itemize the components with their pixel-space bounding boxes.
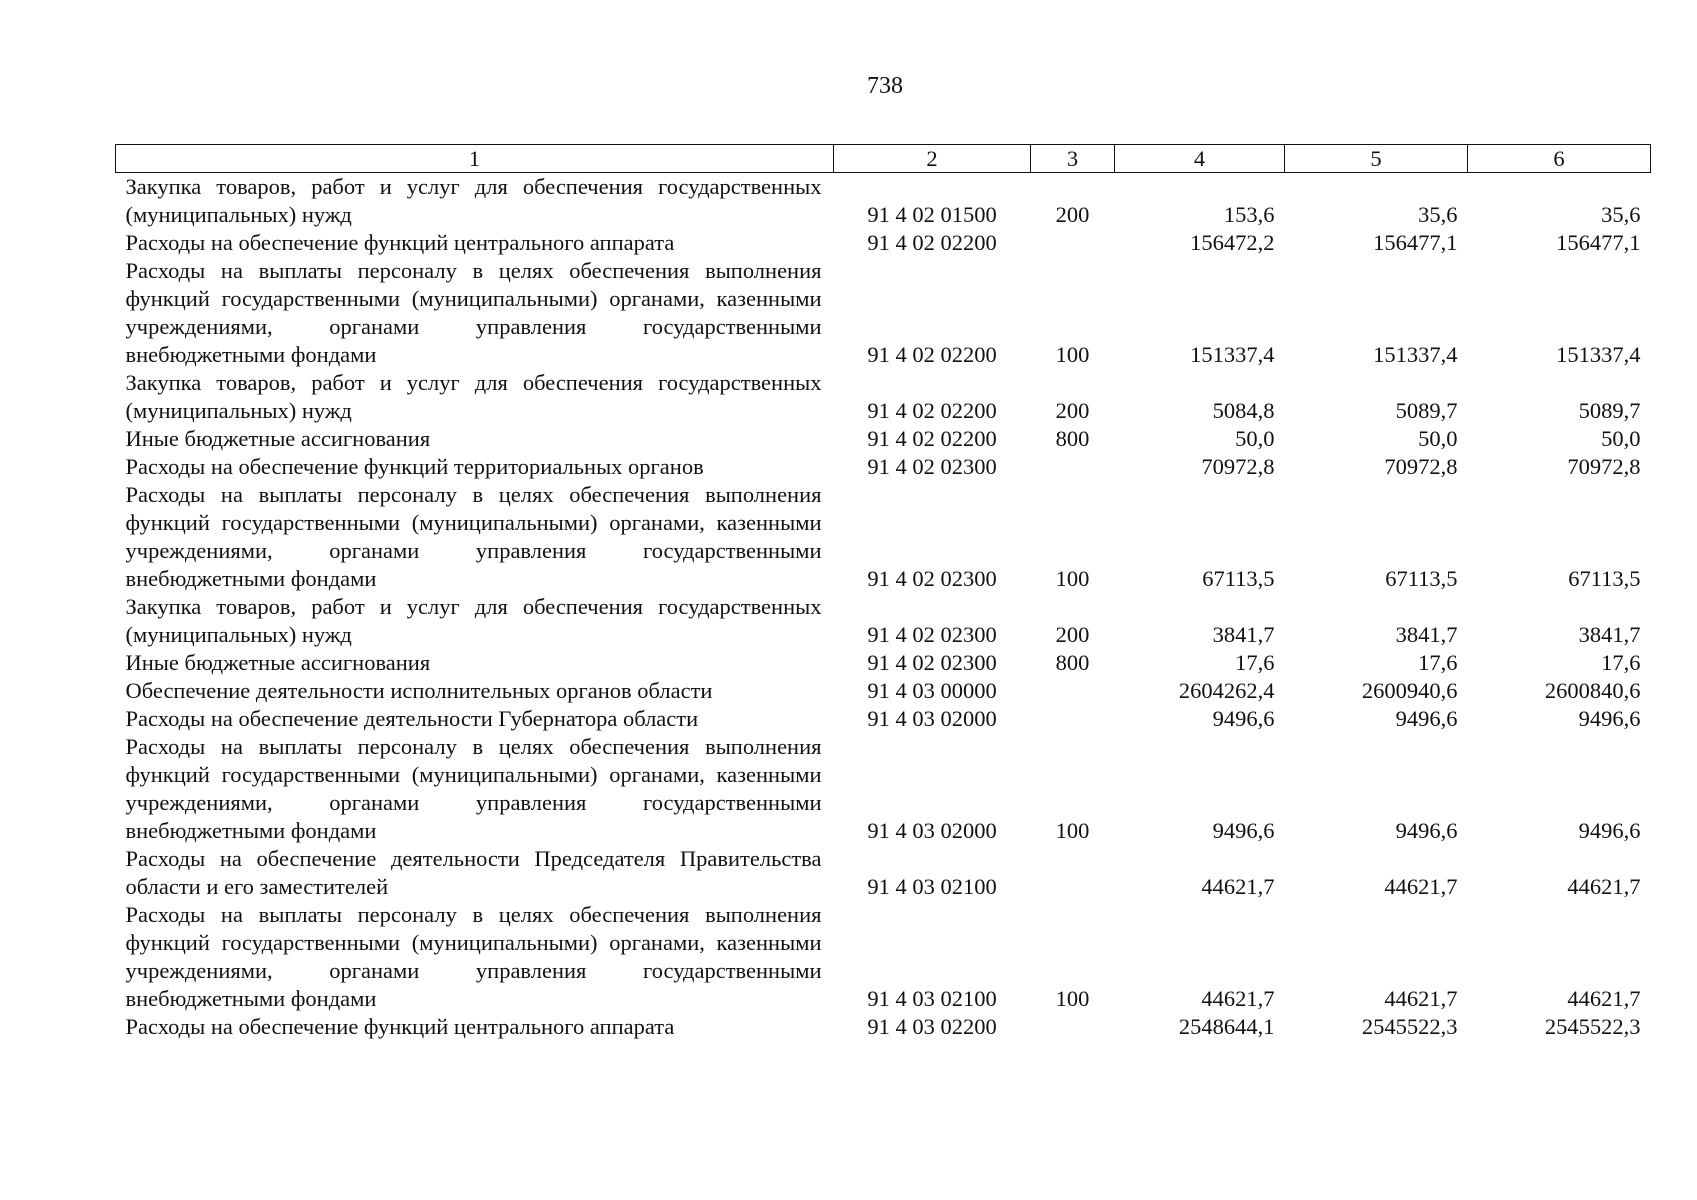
table-row xyxy=(116,901,1651,1013)
table-row xyxy=(116,677,1651,705)
row-expense-type: 800 xyxy=(1055,650,1090,675)
row-value-col4: 151337,4 xyxy=(1190,342,1275,367)
row-description: Расходы на обеспечение деятельности Губернатора области xyxy=(125,706,699,731)
row-value-col4: 156472,2 xyxy=(1190,230,1275,255)
row-value-col6: 44621,7 xyxy=(1567,986,1641,1011)
row-value-col5: 44621,7 xyxy=(1384,874,1458,899)
table-row xyxy=(116,229,1651,257)
row-expense-type: 800 xyxy=(1055,426,1090,451)
table-row xyxy=(116,733,1651,845)
row-value-col4: 2604262,4 xyxy=(1178,678,1275,703)
row-expense-type: 100 xyxy=(1055,342,1090,367)
row-expense-type xyxy=(1031,705,1115,733)
row-value-col4: 67113,5 xyxy=(1202,566,1275,591)
row-value-col6: 2545522,3 xyxy=(1544,1014,1641,1039)
row-value-col4: 50,0 xyxy=(1235,426,1275,451)
row-description: Иные бюджетные ассигнования xyxy=(125,426,431,451)
row-description: Закупка товаров, работ и услуг для обеспечения государственных (муниципальных) нужд xyxy=(125,174,822,227)
row-value-col4: 17,6 xyxy=(1235,650,1275,675)
row-code: 91 4 03 02000 xyxy=(867,818,997,843)
row-value-col6: 70972,8 xyxy=(1567,454,1641,479)
row-value-col6: 17,6 xyxy=(1601,650,1641,675)
row-code: 91 4 02 02200 xyxy=(867,342,997,367)
column-header-6: 6 xyxy=(1468,145,1651,173)
row-description: Расходы на выплаты персоналу в целях обеспечения выполнения функций государственными (муниципальными) органами, казенными учреждениями, органами управления государственными внебюджетными фондами xyxy=(125,258,822,367)
row-value-col5: 5089,7 xyxy=(1395,398,1458,423)
row-value-col5: 67113,5 xyxy=(1385,566,1458,591)
table-row xyxy=(116,425,1651,453)
column-header-5: 5 xyxy=(1285,145,1468,173)
row-value-col6: 44621,7 xyxy=(1567,874,1641,899)
budget-table xyxy=(115,144,1651,1041)
row-value-col5: 151337,4 xyxy=(1373,342,1458,367)
table-header xyxy=(116,145,1651,173)
row-expense-type xyxy=(1031,229,1115,257)
row-value-col6: 3841,7 xyxy=(1578,622,1641,647)
row-value-col6: 5089,7 xyxy=(1578,398,1641,423)
table-row xyxy=(116,649,1651,677)
row-description: Расходы на обеспечение функций территориальных органов xyxy=(125,454,704,479)
row-expense-type: 200 xyxy=(1055,202,1090,227)
row-description: Закупка товаров, работ и услуг для обеспечения государственных (муниципальных) нужд xyxy=(125,370,822,423)
row-value-col4: 9496,6 xyxy=(1212,706,1275,731)
row-value-col5: 2545522,3 xyxy=(1361,1014,1458,1039)
row-value-col4: 153,6 xyxy=(1223,202,1275,227)
row-code: 91 4 03 02100 xyxy=(867,874,997,899)
row-value-col6: 67113,5 xyxy=(1568,566,1641,591)
row-value-col5: 17,6 xyxy=(1418,650,1458,675)
row-value-col4: 2548644,1 xyxy=(1178,1014,1275,1039)
row-value-col5: 35,6 xyxy=(1418,202,1458,227)
table-row xyxy=(116,369,1651,425)
row-expense-type xyxy=(1031,453,1115,481)
row-expense-type xyxy=(1031,1013,1115,1041)
row-code: 91 4 03 02200 xyxy=(867,1014,997,1039)
row-value-col6: 50,0 xyxy=(1601,426,1641,451)
row-description: Расходы на обеспечение функций центрального аппарата xyxy=(125,1014,675,1039)
row-expense-type: 200 xyxy=(1055,622,1090,647)
row-value-col6: 151337,4 xyxy=(1556,342,1641,367)
row-expense-type xyxy=(1031,677,1115,705)
row-value-col6: 35,6 xyxy=(1601,202,1641,227)
row-value-col4: 5084,8 xyxy=(1212,398,1275,423)
row-value-col5: 50,0 xyxy=(1418,426,1458,451)
row-expense-type: 100 xyxy=(1055,566,1090,591)
row-code: 91 4 02 02300 xyxy=(867,622,997,647)
row-value-col6: 156477,1 xyxy=(1556,230,1641,255)
row-code: 91 4 02 02300 xyxy=(867,454,997,479)
row-code: 91 4 02 02300 xyxy=(867,650,997,675)
row-expense-type: 100 xyxy=(1055,986,1090,1011)
row-value-col5: 9496,6 xyxy=(1395,818,1458,843)
row-value-col5: 156477,1 xyxy=(1373,230,1458,255)
row-code: 91 4 02 02200 xyxy=(867,230,997,255)
row-value-col5: 2600940,6 xyxy=(1361,678,1458,703)
row-value-col4: 3841,7 xyxy=(1212,622,1275,647)
row-code: 91 4 02 01500 xyxy=(867,202,997,227)
table-row xyxy=(116,845,1651,901)
row-value-col5: 9496,6 xyxy=(1395,706,1458,731)
row-value-col6: 9496,6 xyxy=(1578,706,1641,731)
row-description: Расходы на выплаты персоналу в целях обеспечения выполнения функций государственными (муниципальными) органами, казенными учреждениями, органами управления государственными внебюджетными фондами xyxy=(125,902,822,1011)
row-value-col4: 70972,8 xyxy=(1201,454,1275,479)
row-code: 91 4 02 02200 xyxy=(867,398,997,423)
table-row xyxy=(116,1013,1651,1041)
table-row xyxy=(116,257,1651,369)
table-row xyxy=(116,481,1651,593)
table-row xyxy=(116,705,1651,733)
row-value-col6: 2600840,6 xyxy=(1544,678,1641,703)
row-description: Расходы на обеспечение деятельности Председателя Правительства области и его заместителей xyxy=(125,846,822,899)
row-value-col4: 9496,6 xyxy=(1212,818,1275,843)
row-description: Закупка товаров, работ и услуг для обеспечения государственных (муниципальных) нужд xyxy=(125,594,822,647)
header-row xyxy=(116,145,1651,173)
row-code: 91 4 02 02200 xyxy=(867,426,997,451)
row-value-col6: 9496,6 xyxy=(1578,818,1641,843)
row-value-col5: 70972,8 xyxy=(1384,454,1458,479)
row-value-col5: 44621,7 xyxy=(1384,986,1458,1011)
column-header-2: 2 xyxy=(834,145,1031,173)
row-code: 91 4 03 02000 xyxy=(867,706,997,731)
row-code: 91 4 03 02100 xyxy=(867,986,997,1011)
row-description: Расходы на выплаты персоналу в целях обеспечения выполнения функций государственными (муниципальными) органами, казенными учреждениями, органами управления государственными внебюджетными фондами xyxy=(125,482,822,591)
row-value-col4: 44621,7 xyxy=(1201,874,1275,899)
column-header-4: 4 xyxy=(1115,145,1285,173)
table-row xyxy=(116,453,1651,481)
table-row xyxy=(116,593,1651,649)
row-code: 91 4 03 00000 xyxy=(867,678,997,703)
row-expense-type xyxy=(1031,845,1115,901)
row-value-col4: 44621,7 xyxy=(1201,986,1275,1011)
row-expense-type: 100 xyxy=(1055,818,1090,843)
row-expense-type: 200 xyxy=(1055,398,1090,423)
row-value-col5: 3841,7 xyxy=(1395,622,1458,647)
table-body xyxy=(116,173,1651,1042)
row-description: Иные бюджетные ассигнования xyxy=(125,650,431,675)
row-description: Расходы на обеспечение функций центрального аппарата xyxy=(125,230,675,255)
row-description: Обеспечение деятельности исполнительных органов области xyxy=(125,678,713,703)
column-header-1: 1 xyxy=(116,145,834,173)
table-row xyxy=(116,173,1651,230)
page-number: 738 xyxy=(867,73,903,99)
column-header-3: 3 xyxy=(1031,145,1115,173)
row-code: 91 4 02 02300 xyxy=(867,566,997,591)
row-description: Расходы на выплаты персоналу в целях обеспечения выполнения функций государственными (муниципальными) органами, казенными учреждениями, органами управления государственными внебюджетными фондами xyxy=(125,734,822,843)
